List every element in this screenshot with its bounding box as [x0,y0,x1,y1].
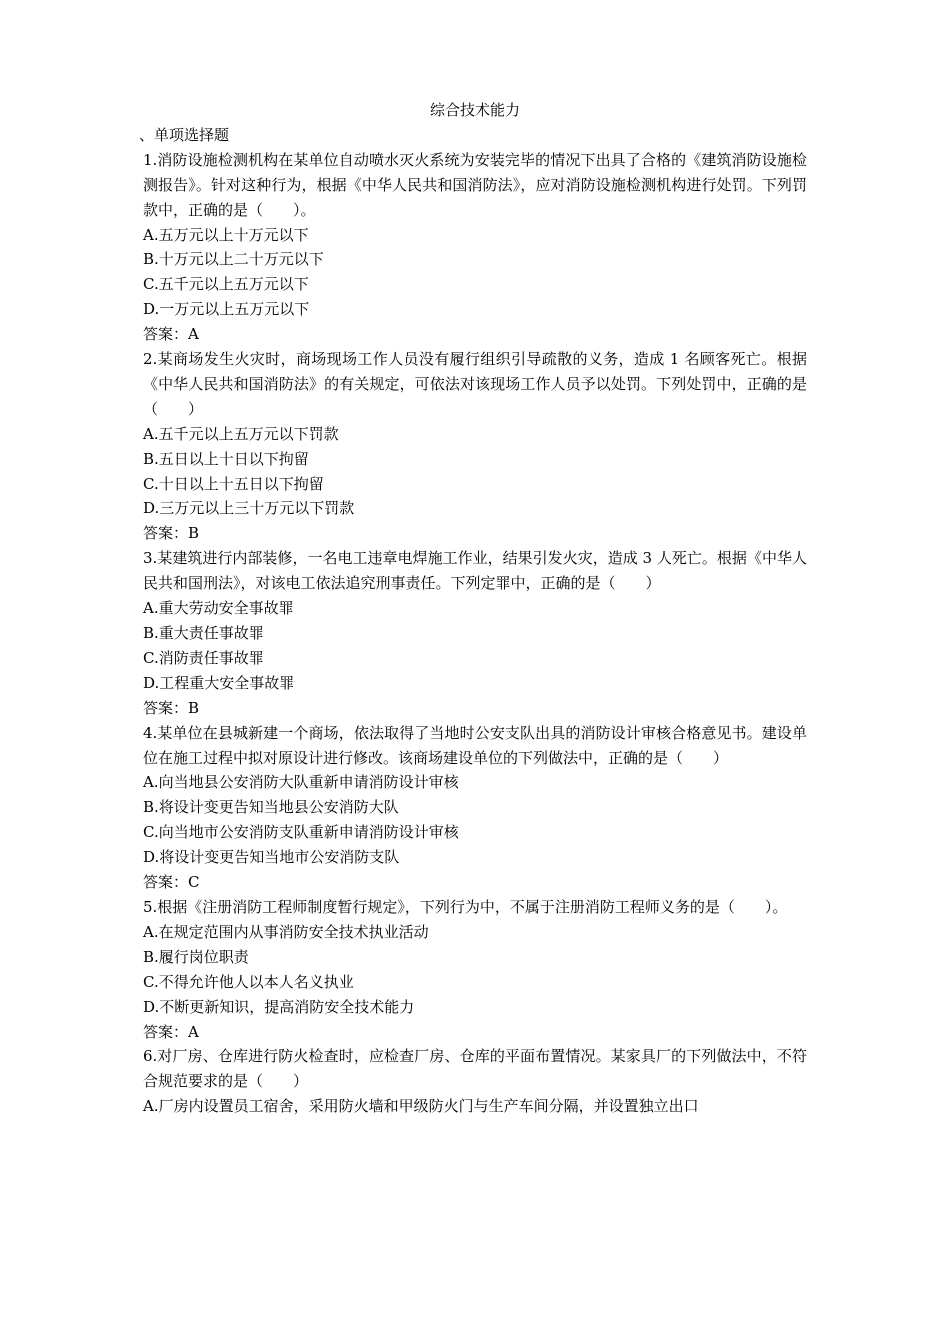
question-stem: 1.消防设施检测机构在某单位自动喷水灭火系统为安装完毕的情况下出具了合格的《建筑消防设施检测报告》。针对这种行为，根据《中华人民共和国消防法》，应对消防设施检测机构进行处罚。下列罚款中，正确的是（ ）。 [143,150,807,219]
question-stem: 5.根据《注册消防工程师制度暂行规定》，下列行为中，不属于注册消防工程师义务的是（ ）。 [143,897,788,916]
option-d: D.不断更新知识，提高消防安全技术能力 [143,997,415,1016]
question-3 [143,546,807,720]
option-a: A.五万元以上十万元以下 [143,225,309,244]
answer: 答案：A [143,1022,199,1041]
question-5 [143,895,807,1044]
option-c: C.十日以上十五日以下拘留 [143,474,324,493]
question-stem: 2.某商场发生火灾时，商场现场工作人员没有履行组织引导疏散的义务，造成 1 名顾客死亡。根据《中华人民共和国消防法》的有关规定，可依法对该现场工作人员予以处罚。下列处罚中，正确的是（ ） [143,350,807,418]
option-b: B.将设计变更告知当地县公安消防大队 [143,798,399,817]
answer: 答案：A [143,325,199,344]
option-a: A.重大劳动安全事故罪 [143,599,294,618]
question-stem: 4.某单位在县城新建一个商场，依法取得了当地时公安支队出具的消防设计审核合格意见书。建设单位在施工过程中拟对原设计进行修改。该商场建设单位的下列做法中，正确的是（ ） [143,723,807,767]
option-a: A.五千元以上五万元以下罚款 [143,424,339,443]
question-2 [143,347,807,546]
option-b: B.十万元以上二十万元以下 [143,250,324,269]
option-d: D.三万元以上三十万元以下罚款 [143,499,355,518]
question-1 [143,148,807,347]
question-stem: 6.对厂房、仓库进行防火检查时，应检查厂房、仓库的平面布置情况。某家具厂的下列做法中，不符合规范要求的是（ ） [143,1047,807,1091]
document-title: 综合技术能力 [429,101,520,119]
document-page [139,98,807,1119]
answer: 答案：C [143,873,200,892]
option-a: A.厂房内设置员工宿舍，采用防火墙和甲级防火门与生产车间分隔，并设置独立出口 [143,1097,699,1116]
option-a: A.在规定范围内从事消防安全技术执业活动 [143,922,429,941]
option-d: D.一万元以上五万元以下 [143,300,310,319]
option-d: D.将设计变更告知当地市公安消防支队 [143,848,400,867]
option-a: A.向当地县公安消防大队重新申请消防设计审核 [143,773,459,792]
section-heading: 、单项选择题 [139,125,230,144]
option-b: B.五日以上十日以下拘留 [143,449,309,468]
answer: 答案：B [143,698,200,717]
option-c: C.五千元以上五万元以下 [143,275,309,294]
answer: 答案：B [143,524,200,543]
option-c: C.消防责任事故罪 [143,648,264,667]
question-4 [143,721,807,895]
question-stem: 3.某建筑进行内部装修，一名电工违章电焊施工作业，结果引发火灾，造成 3 人死亡。根据《中华人民共和国刑法》，对该电工依法追究刑事责任。下列定罪中，正确的是（ ） [143,549,807,593]
question-6 [143,1044,807,1119]
option-c: C.不得允许他人以本人名义执业 [143,972,354,991]
option-b: B.履行岗位职责 [143,947,249,966]
option-b: B.重大责任事故罪 [143,624,264,643]
option-d: D.工程重大安全事故罪 [143,673,295,692]
option-c: C.向当地市公安消防支队重新申请消防设计审核 [143,823,459,842]
